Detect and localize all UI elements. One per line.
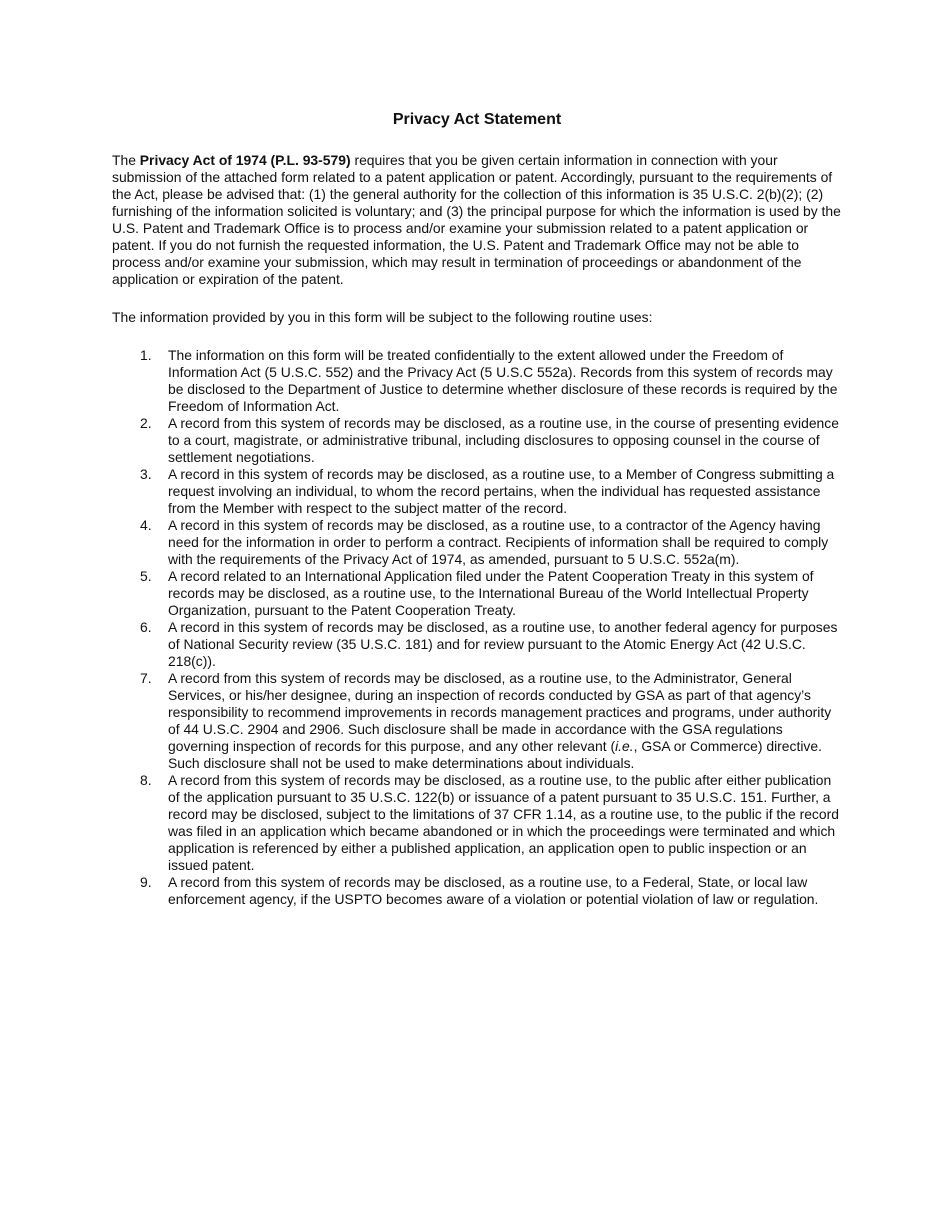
intro-body: requires that you be given certain information in connection with your submission of the attached form related to a patent application or patent. Accordingly, pursuant to the requirements of the Act, please be advised that: (1) the general authority for the collection of this information is 35 U.S.C. 2(b)(2); (2) furnishing of the information solicited is voluntary; and (3) the principal purpose for which the information is used by the U.S. Patent and Trademark Office is to process and/or examine your submission related to a patent application or patent. If you do not furnish the requested information, the U.S. Patent and Trademark Office may not be able to process and/or examine your submission, which may result in termination of proceedings or abandonment of the application or expiration of the patent. [112, 152, 841, 287]
routine-use-text: A record from this system of records may be disclosed, as a routine use, in the course of presenting evidence to a court, magistrate, or administrative tribunal, including disclosures to opposing counsel in the course of settlement negotiations. [168, 415, 839, 465]
intro-lead: The [112, 152, 140, 168]
page-title: Privacy Act Statement [392, 111, 562, 128]
routine-use-text: A record from this system of records may be disclosed, as a routine use, to a Federal, State, or local law enforcement agency, if the USPTO becomes aware of a violation or potential violation of law or regulation. [168, 874, 819, 907]
list-number: 4. [140, 517, 152, 533]
intro-paragraph [112, 152, 842, 288]
routine-uses-intro: The information provided by you in this form will be subject to the following routine uses: [112, 309, 653, 325]
routine-use-2 [112, 415, 842, 466]
list-number: 3. [140, 466, 152, 482]
routine-use-text: A record in this system of records may be disclosed, as a routine use, to a contractor of the Agency having need for the information in order to perform a contract. Recipients of information shall be required to comply with the requirements of the Privacy Act of 1974, as amended, pursuant to 5 U.S.C. 552a(m). [168, 517, 829, 567]
privacy-act-page [112, 110, 842, 908]
list-number: 5. [140, 568, 152, 584]
routine-use-8 [112, 772, 842, 874]
routine-use-7 [112, 670, 842, 772]
list-number: 9. [140, 874, 152, 890]
list-number: 2. [140, 415, 152, 431]
routine-use-text: A record related to an International Application filed under the Patent Cooperation Treaty in this system of records may be disclosed, as a routine use, to the International Bureau of the World Intellectual Property Organization, pursuant to the Patent Cooperation Treaty. [168, 568, 814, 618]
routine-use-text: A record in this system of records may be disclosed, as a routine use, to a Member of Congress submitting a request involving an individual, to whom the record pertains, when the individual has requested assistance from the Member with respect to the subject matter of the record. [168, 466, 835, 516]
routine-use-text [168, 670, 831, 771]
list-number: 7. [140, 670, 152, 686]
routine-use-text: The information on this form will be treated confidentially to the extent allowed under the Freedom of Information Act (5 U.S.C. 552) and the Privacy Act (5 U.S.C 552a). Records from this system of records may be disclosed to the Department of Justice to determine whether disclosure of these records is required by the Freedom of Information Act. [168, 347, 838, 414]
routine-use-6 [112, 619, 842, 670]
routine-use-3 [112, 466, 842, 517]
routine-use-text-italic: i.e. [615, 738, 634, 754]
routine-use-text: A record from this system of records may be disclosed, as a routine use, to the public after either publication of the application pursuant to 35 U.S.C. 122(b) or issuance of a patent pursuant to 35 U.S.C. 151. Further, a record may be disclosed, subject to the limitations of 37 CFR 1.14, as a routine use, to the public if the record was filed in an application which became abandoned or in which the proceedings were terminated and which application is referenced by either a published application, an application open to public inspection or an issued patent. [168, 772, 839, 873]
routine-use-4 [112, 517, 842, 568]
routine-uses-list [112, 347, 842, 908]
routine-use-9 [112, 874, 842, 908]
list-number: 8. [140, 772, 152, 788]
routine-use-1 [112, 347, 842, 415]
routine-use-text: A record in this system of records may be disclosed, as a routine use, to another federal agency for purposes of National Security review (35 U.S.C. 181) and for review pursuant to the Atomic Energy Act (42 U.S.C. 218(c)). [168, 619, 838, 669]
act-name: Privacy Act of 1974 (P.L. 93-579) [139, 152, 351, 168]
routine-use-text-part: , GSA or Commerce) directive. Such disclosure shall not be used to make determinations about individuals. [168, 738, 822, 771]
routine-use-5 [112, 568, 842, 619]
routine-use-text-part: A record from this system of records may be disclosed, as a routine use, to the Administrator, General Services, or his/her designee, during an inspection of records conducted by GSA as part of that agency’s responsibility to recommend improvements in records management practices and programs, under authority of 44 U.S.C. 2904 and 2906. Such disclosure shall be made in accordance with the GSA regulations governing inspection of records for this purpose, and any other relevant ( [168, 670, 832, 754]
list-number: 1. [140, 347, 152, 363]
list-number: 6. [140, 619, 152, 635]
